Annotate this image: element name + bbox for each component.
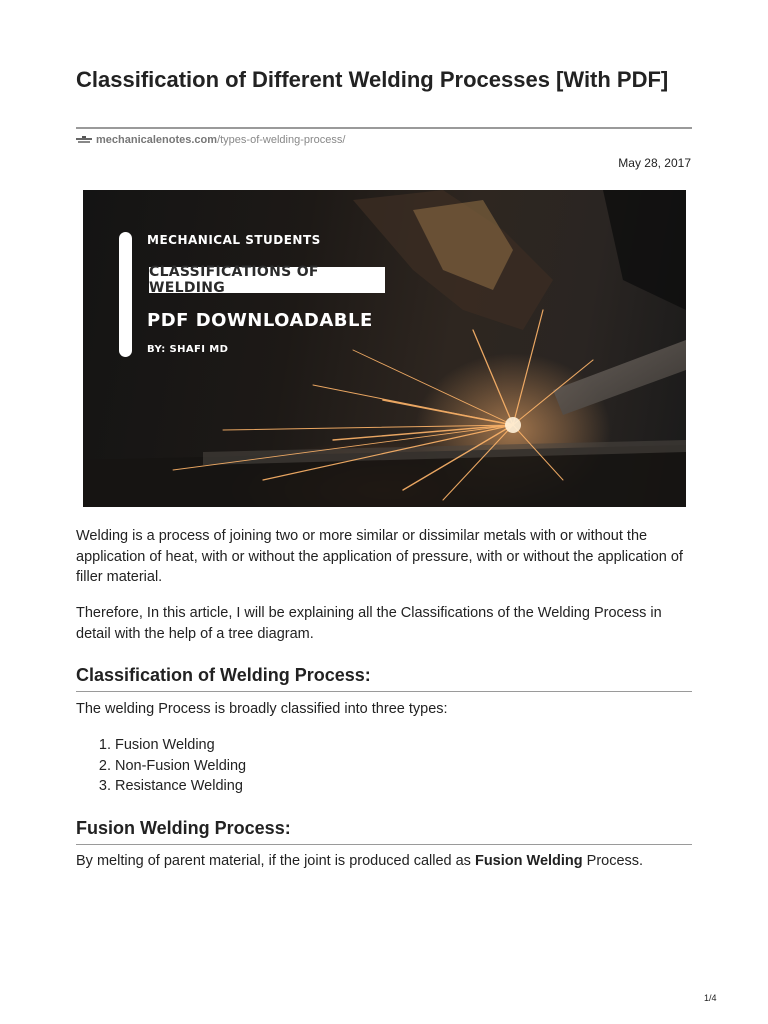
hero-byline: BY: SHAFI MD [147,344,229,355]
hero-image [83,190,686,507]
list-item: 1. Fusion Welding [115,735,246,756]
fusion-paragraph [76,851,692,872]
fusion-text-after: Process. [582,853,644,869]
accent-bar [119,232,132,357]
welding-types-list [76,735,246,797]
mechanicalenotes-logo-icon [76,136,92,144]
article-title: Classification of Different Welding Processes [With PDF] [76,67,669,92]
classification-intro: The welding Process is broadly classified into three types: [76,701,448,717]
hero-box-label: CLASSIFICATIONS OF WELDING [149,267,385,293]
hero-kicker: MECHANICAL STUDENTS [147,233,321,247]
list-item: 3. Resistance Welding [115,776,246,797]
source-path[interactable]: /types-of-welding-process/ [217,134,346,146]
section-heading-classification: Classification of Welding Process: [76,665,371,685]
fusion-text-before: By melting of parent material, if the joint is produced called as [76,853,475,869]
intro-paragraph-2: Therefore, In this article, I will be explaining all the Classifications of the Welding Process in detail with the help of a tree diagram. [76,605,662,642]
section-divider [76,844,692,845]
fusion-term: Fusion Welding [474,853,583,869]
section-heading-fusion: Fusion Welding Process: [76,818,291,838]
list-item: 2. Non-Fusion Welding [115,756,246,777]
hero-headline: PDF DOWNLOADABLE [147,310,373,331]
source-domain[interactable]: mechanicalenotes.com [96,134,218,146]
title-divider [76,127,692,129]
intro-paragraph: Welding is a process of joining two or more similar or dissimilar metals with or without the application of heat, with or without the application of pressure, with or without the application of filler material. [76,528,683,585]
section-divider [76,691,692,692]
page-number: 1/4 [704,993,717,1003]
publish-date: May 28, 2017 [618,156,691,170]
source-link[interactable] [76,133,345,147]
